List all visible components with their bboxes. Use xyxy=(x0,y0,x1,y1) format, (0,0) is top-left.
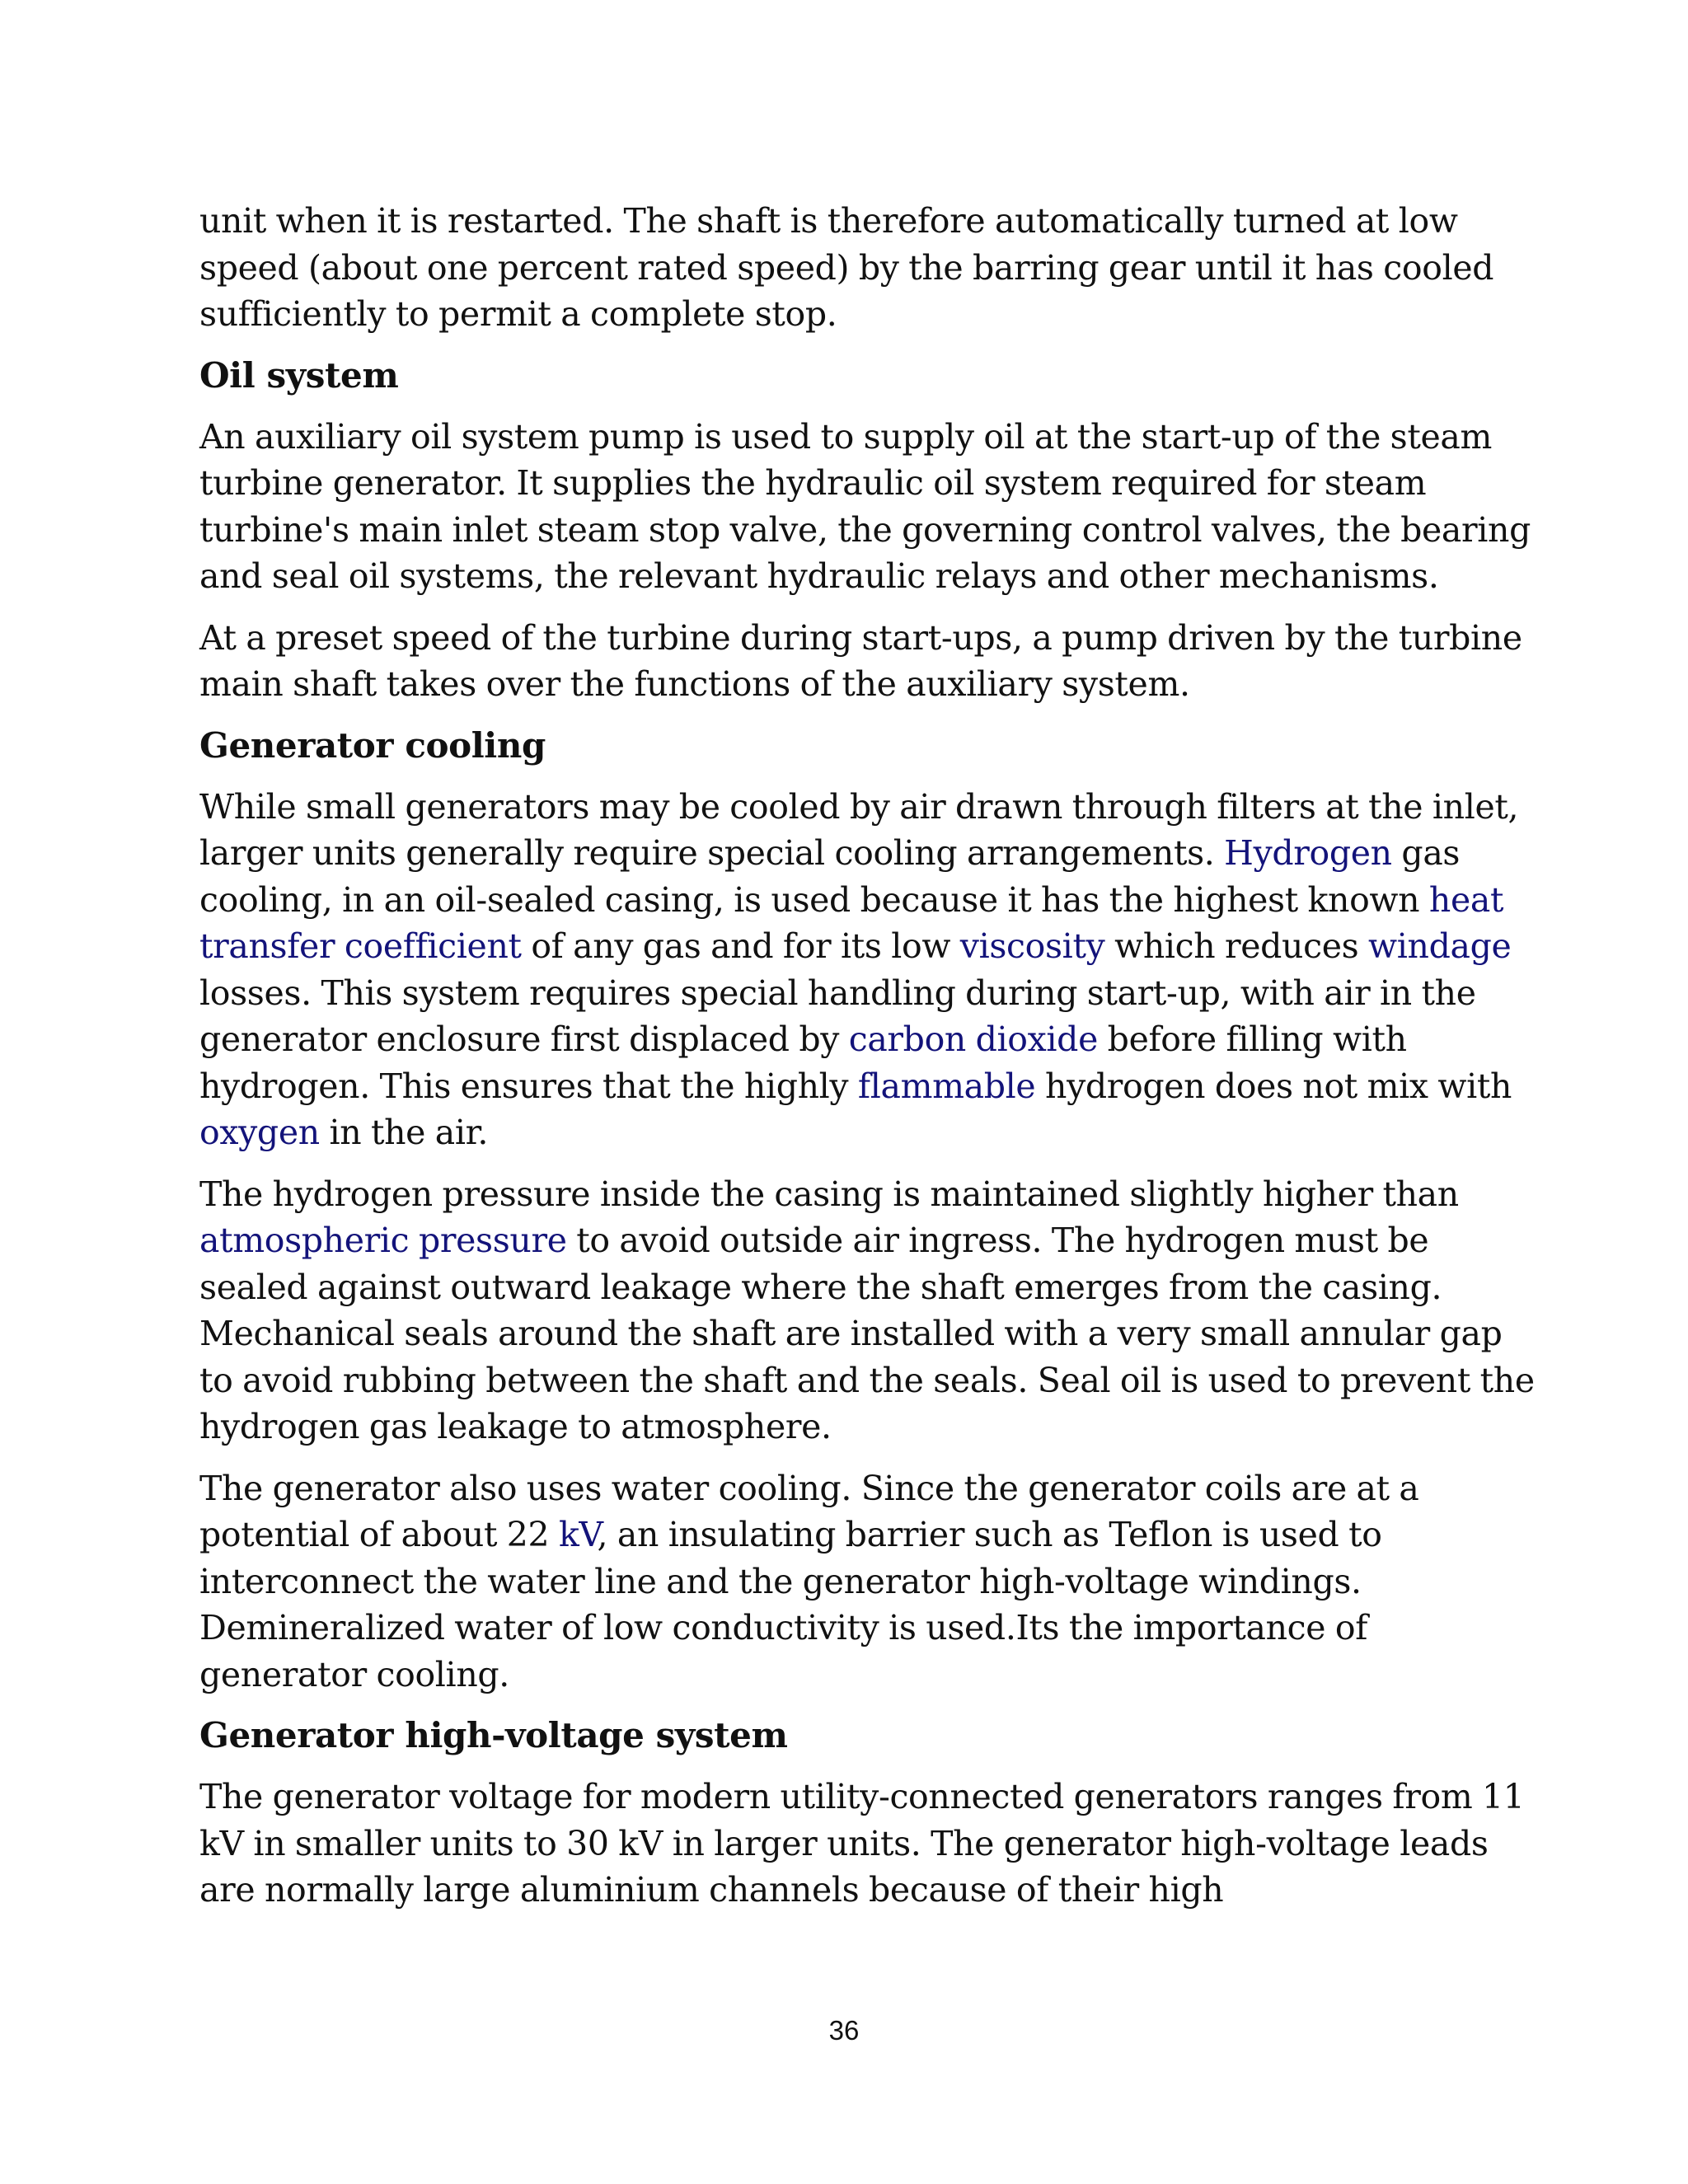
paragraph-text: to avoid outside air ingress. The hydrogen must be sealed against outward leakage where the shaft emerges from the casing. Mechanical seals around the shaft are installed with a very small annular gap to avoid rubbing between the shaft and the seals. Seal oil is used to prevent the hydrogen gas leakage to atmosphere. xyxy=(199,1221,1535,1446)
link-viscosity[interactable]: viscosity xyxy=(959,926,1105,966)
paragraph-preset-speed xyxy=(199,615,1535,708)
paragraph-generator-voltage xyxy=(199,1774,1535,1914)
paragraph-text: of any gas and for its low xyxy=(521,926,960,966)
paragraph-text: At a preset speed of the turbine during start-ups, a pump driven by the turbine main shaft takes over the functions of the auxiliary system. xyxy=(199,617,1522,704)
paragraph-text: before filling with hydrogen. This ensures that the highly xyxy=(199,1019,1407,1106)
link-hydrogen[interactable]: Hydrogen xyxy=(1224,833,1392,873)
link-atmospheric-pressure[interactable]: atmospheric pressure xyxy=(199,1221,567,1260)
heading-oil-system: Oil system xyxy=(199,354,399,396)
link-flammable[interactable]: flammable xyxy=(857,1066,1036,1106)
link-carbon-dioxide[interactable]: carbon dioxide xyxy=(848,1019,1098,1059)
page-number: 36 xyxy=(828,2015,860,2046)
link-windage[interactable]: windage xyxy=(1368,926,1512,966)
heading-generator-high-voltage-system: Generator high-voltage system xyxy=(199,1715,788,1755)
paragraph-text: gas cooling, in an oil-sealed casing, is used because it has the highest known xyxy=(199,833,1461,920)
paragraph-auxiliary-oil-pump xyxy=(199,414,1535,600)
paragraph-text: , an insulating barrier such as Teflon is used to interconnect the water line and the generator high-voltage windings. Demineralized water of low conductivity is used.Its the importance of generator cooling. xyxy=(199,1515,1382,1694)
paragraph-text: unit when it is restarted. The shaft is therefore automatically turned at low speed (about one percent rated speed) by the barring gear until it has cooled sufficiently to permit a complete stop. xyxy=(199,201,1494,334)
paragraph-text: While small generators may be cooled by air drawn through filters at the inlet, larger units generally require special cooling arrangements. xyxy=(199,786,1519,873)
heading-generator-cooling: Generator cooling xyxy=(199,724,546,766)
paragraph-text: losses. This system requires special handling during start-up, with air in the generator enclosure first displaced by xyxy=(199,972,1476,1059)
page-content xyxy=(199,198,1535,1929)
paragraph-hydrogen-cooling xyxy=(199,784,1535,1156)
paragraph-text: which reduces xyxy=(1104,926,1369,966)
paragraph-text: in the air. xyxy=(319,1113,489,1152)
paragraph-hydrogen-pressure xyxy=(199,1171,1535,1451)
paragraph-text: An auxiliary oil system pump is used to supply oil at the start-up of the steam turbine generator. It supplies the hydraulic oil system required for steam turbine's main inlet steam stop valve, the governing control valves, the bearing and seal oil systems, the relevant hydraulic relays and other mechanisms. xyxy=(199,416,1531,596)
paragraph-text: The hydrogen pressure inside the casing is maintained slightly higher than xyxy=(199,1174,1459,1214)
link-oxygen[interactable]: oxygen xyxy=(199,1113,320,1152)
paragraph-barring-gear xyxy=(199,198,1535,338)
link-heat-transfer-coefficient[interactable]: heat transfer coefficient xyxy=(199,879,1504,966)
paragraph-text: The generator voltage for modern utility-connected generators ranges from 11 kV in smaller units to 30 kV in larger units. The generator high-voltage leads are normally large aluminium channels because of their high xyxy=(199,1777,1525,1910)
paragraph-text: The generator also uses water cooling. Since the generator coils are at a potential of about 22 xyxy=(199,1468,1419,1554)
paragraph-text: hydrogen does not mix with xyxy=(1035,1066,1512,1106)
link-kv[interactable]: kV xyxy=(558,1515,598,1554)
paragraph-water-cooling xyxy=(199,1465,1535,1699)
